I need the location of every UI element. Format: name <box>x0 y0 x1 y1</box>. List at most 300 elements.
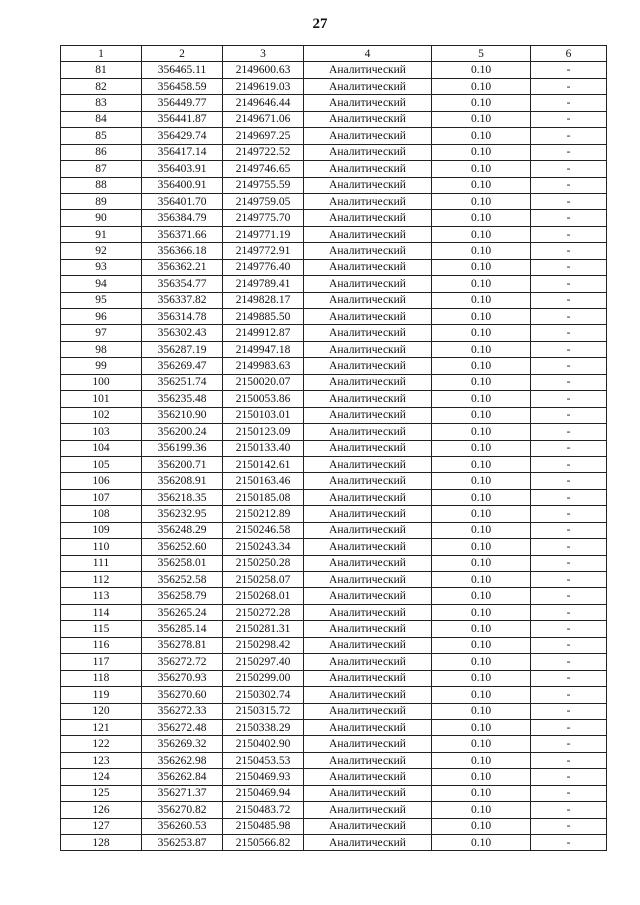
x-coordinate-cell: 356269.47 <box>142 358 223 374</box>
x-coordinate-cell: 356265.24 <box>142 604 223 620</box>
x-coordinate-cell: 356302.43 <box>142 325 223 341</box>
note-cell: - <box>531 654 607 670</box>
table-row <box>61 128 607 144</box>
y-coordinate-cell: 2150469.93 <box>223 769 304 785</box>
method-cell: Аналитический <box>304 62 432 78</box>
note-cell: - <box>531 391 607 407</box>
point-number-cell: 102 <box>61 407 142 423</box>
x-coordinate-cell: 356235.48 <box>142 391 223 407</box>
accuracy-cell: 0.10 <box>432 193 531 209</box>
table-row <box>61 719 607 735</box>
point-number-cell: 82 <box>61 78 142 94</box>
accuracy-cell: 0.10 <box>432 818 531 834</box>
method-cell: Аналитический <box>304 522 432 538</box>
point-number-cell: 126 <box>61 802 142 818</box>
header-cell-col-3: 3 <box>223 46 304 62</box>
y-coordinate-cell: 2150103.01 <box>223 407 304 423</box>
y-coordinate-cell: 2149671.06 <box>223 111 304 127</box>
x-coordinate-cell: 356449.77 <box>142 95 223 111</box>
y-coordinate-cell: 2150268.01 <box>223 588 304 604</box>
method-cell: Аналитический <box>304 177 432 193</box>
note-cell: - <box>531 177 607 193</box>
table-row <box>61 802 607 818</box>
accuracy-cell: 0.10 <box>432 407 531 423</box>
y-coordinate-cell: 2149755.59 <box>223 177 304 193</box>
method-cell: Аналитический <box>304 456 432 472</box>
table-row <box>61 111 607 127</box>
accuracy-cell: 0.10 <box>432 210 531 226</box>
y-coordinate-cell: 2150053.86 <box>223 391 304 407</box>
x-coordinate-cell: 356429.74 <box>142 128 223 144</box>
point-number-cell: 112 <box>61 572 142 588</box>
y-coordinate-cell: 2150315.72 <box>223 703 304 719</box>
method-cell: Аналитический <box>304 259 432 275</box>
note-cell: - <box>531 243 607 259</box>
x-coordinate-cell: 356232.95 <box>142 506 223 522</box>
table-row <box>61 489 607 505</box>
point-number-cell: 128 <box>61 835 142 851</box>
table-row <box>61 374 607 390</box>
point-number-cell: 111 <box>61 555 142 571</box>
x-coordinate-cell: 356362.21 <box>142 259 223 275</box>
point-number-cell: 93 <box>61 259 142 275</box>
note-cell: - <box>531 193 607 209</box>
accuracy-cell: 0.10 <box>432 769 531 785</box>
x-coordinate-cell: 356251.74 <box>142 374 223 390</box>
note-cell: - <box>531 78 607 94</box>
table-row <box>61 654 607 670</box>
note-cell: - <box>531 259 607 275</box>
y-coordinate-cell: 2150250.28 <box>223 555 304 571</box>
x-coordinate-cell: 356270.60 <box>142 687 223 703</box>
y-coordinate-cell: 2149947.18 <box>223 341 304 357</box>
accuracy-cell: 0.10 <box>432 309 531 325</box>
x-coordinate-cell: 356400.91 <box>142 177 223 193</box>
x-coordinate-cell: 356458.59 <box>142 78 223 94</box>
table-row <box>61 818 607 834</box>
y-coordinate-cell: 2149828.17 <box>223 292 304 308</box>
method-cell: Аналитический <box>304 736 432 752</box>
method-cell: Аналитический <box>304 588 432 604</box>
note-cell: - <box>531 736 607 752</box>
note-cell: - <box>531 802 607 818</box>
y-coordinate-cell: 2150272.28 <box>223 604 304 620</box>
table-row <box>61 506 607 522</box>
y-coordinate-cell: 2150163.46 <box>223 473 304 489</box>
table-row <box>61 243 607 259</box>
x-coordinate-cell: 356272.48 <box>142 719 223 735</box>
method-cell: Аналитический <box>304 604 432 620</box>
method-cell: Аналитический <box>304 78 432 94</box>
y-coordinate-cell: 2150123.09 <box>223 424 304 440</box>
y-coordinate-cell: 2149759.05 <box>223 193 304 209</box>
method-cell: Аналитический <box>304 341 432 357</box>
y-coordinate-cell: 2149771.19 <box>223 226 304 242</box>
method-cell: Аналитический <box>304 637 432 653</box>
method-cell: Аналитический <box>304 572 432 588</box>
x-coordinate-cell: 356270.93 <box>142 670 223 686</box>
note-cell: - <box>531 818 607 834</box>
x-coordinate-cell: 356208.91 <box>142 473 223 489</box>
x-coordinate-cell: 356441.87 <box>142 111 223 127</box>
accuracy-cell: 0.10 <box>432 703 531 719</box>
note-cell: - <box>531 489 607 505</box>
note-cell: - <box>531 769 607 785</box>
table-row <box>61 456 607 472</box>
y-coordinate-cell: 2149619.03 <box>223 78 304 94</box>
method-cell: Аналитический <box>304 210 432 226</box>
x-coordinate-cell: 356270.82 <box>142 802 223 818</box>
accuracy-cell: 0.10 <box>432 835 531 851</box>
method-cell: Аналитический <box>304 818 432 834</box>
accuracy-cell: 0.10 <box>432 292 531 308</box>
x-coordinate-cell: 356269.32 <box>142 736 223 752</box>
x-coordinate-cell: 356262.98 <box>142 752 223 768</box>
y-coordinate-cell: 2150566.82 <box>223 835 304 851</box>
note-cell: - <box>531 572 607 588</box>
note-cell: - <box>531 440 607 456</box>
accuracy-cell: 0.10 <box>432 473 531 489</box>
accuracy-cell: 0.10 <box>432 736 531 752</box>
method-cell: Аналитический <box>304 769 432 785</box>
method-cell: Аналитический <box>304 473 432 489</box>
point-number-cell: 127 <box>61 818 142 834</box>
x-coordinate-cell: 356199.36 <box>142 440 223 456</box>
accuracy-cell: 0.10 <box>432 341 531 357</box>
y-coordinate-cell: 2150338.29 <box>223 719 304 735</box>
point-number-cell: 110 <box>61 539 142 555</box>
accuracy-cell: 0.10 <box>432 78 531 94</box>
point-number-cell: 120 <box>61 703 142 719</box>
y-coordinate-cell: 2150142.61 <box>223 456 304 472</box>
method-cell: Аналитический <box>304 621 432 637</box>
y-coordinate-cell: 2149885.50 <box>223 309 304 325</box>
method-cell: Аналитический <box>304 752 432 768</box>
method-cell: Аналитический <box>304 358 432 374</box>
note-cell: - <box>531 95 607 111</box>
accuracy-cell: 0.10 <box>432 670 531 686</box>
accuracy-cell: 0.10 <box>432 424 531 440</box>
x-coordinate-cell: 356403.91 <box>142 161 223 177</box>
table-row <box>61 276 607 292</box>
y-coordinate-cell: 2150299.00 <box>223 670 304 686</box>
table-body <box>61 62 607 851</box>
table-row <box>61 177 607 193</box>
note-cell: - <box>531 276 607 292</box>
x-coordinate-cell: 356272.33 <box>142 703 223 719</box>
point-number-cell: 123 <box>61 752 142 768</box>
method-cell: Аналитический <box>304 703 432 719</box>
table-row <box>61 62 607 78</box>
table-row <box>61 325 607 341</box>
x-coordinate-cell: 356248.29 <box>142 522 223 538</box>
x-coordinate-cell: 356271.37 <box>142 785 223 801</box>
accuracy-cell: 0.10 <box>432 785 531 801</box>
accuracy-cell: 0.10 <box>432 539 531 555</box>
point-number-cell: 85 <box>61 128 142 144</box>
note-cell: - <box>531 456 607 472</box>
table-row <box>61 785 607 801</box>
method-cell: Аналитический <box>304 670 432 686</box>
point-number-cell: 115 <box>61 621 142 637</box>
table-row <box>61 259 607 275</box>
note-cell: - <box>531 226 607 242</box>
note-cell: - <box>531 424 607 440</box>
method-cell: Аналитический <box>304 424 432 440</box>
note-cell: - <box>531 687 607 703</box>
x-coordinate-cell: 356262.84 <box>142 769 223 785</box>
table-row <box>61 687 607 703</box>
table-row <box>61 161 607 177</box>
method-cell: Аналитический <box>304 193 432 209</box>
method-cell: Аналитический <box>304 654 432 670</box>
point-number-cell: 97 <box>61 325 142 341</box>
method-cell: Аналитический <box>304 226 432 242</box>
y-coordinate-cell: 2150302.74 <box>223 687 304 703</box>
method-cell: Аналитический <box>304 555 432 571</box>
x-coordinate-cell: 356272.72 <box>142 654 223 670</box>
point-number-cell: 116 <box>61 637 142 653</box>
note-cell: - <box>531 111 607 127</box>
note-cell: - <box>531 621 607 637</box>
x-coordinate-cell: 356354.77 <box>142 276 223 292</box>
header-cell-col-5: 5 <box>432 46 531 62</box>
accuracy-cell: 0.10 <box>432 802 531 818</box>
point-number-cell: 92 <box>61 243 142 259</box>
accuracy-cell: 0.10 <box>432 456 531 472</box>
note-cell: - <box>531 161 607 177</box>
note-cell: - <box>531 670 607 686</box>
accuracy-cell: 0.10 <box>432 374 531 390</box>
point-number-cell: 101 <box>61 391 142 407</box>
table-row <box>61 407 607 423</box>
accuracy-cell: 0.10 <box>432 391 531 407</box>
x-coordinate-cell: 356253.87 <box>142 835 223 851</box>
table-row <box>61 341 607 357</box>
table-row <box>61 835 607 851</box>
table-row <box>61 358 607 374</box>
point-number-cell: 125 <box>61 785 142 801</box>
point-number-cell: 94 <box>61 276 142 292</box>
x-coordinate-cell: 356285.14 <box>142 621 223 637</box>
table-row <box>61 292 607 308</box>
method-cell: Аналитический <box>304 539 432 555</box>
y-coordinate-cell: 2150402.90 <box>223 736 304 752</box>
y-coordinate-cell: 2150246.58 <box>223 522 304 538</box>
point-number-cell: 86 <box>61 144 142 160</box>
method-cell: Аналитический <box>304 687 432 703</box>
y-coordinate-cell: 2150243.34 <box>223 539 304 555</box>
table-row <box>61 144 607 160</box>
accuracy-cell: 0.10 <box>432 62 531 78</box>
point-number-cell: 121 <box>61 719 142 735</box>
x-coordinate-cell: 356278.81 <box>142 637 223 653</box>
note-cell: - <box>531 210 607 226</box>
method-cell: Аналитический <box>304 243 432 259</box>
accuracy-cell: 0.10 <box>432 687 531 703</box>
point-number-cell: 107 <box>61 489 142 505</box>
point-number-cell: 88 <box>61 177 142 193</box>
y-coordinate-cell: 2149697.25 <box>223 128 304 144</box>
note-cell: - <box>531 703 607 719</box>
point-number-cell: 89 <box>61 193 142 209</box>
accuracy-cell: 0.10 <box>432 572 531 588</box>
point-number-cell: 81 <box>61 62 142 78</box>
accuracy-cell: 0.10 <box>432 325 531 341</box>
note-cell: - <box>531 506 607 522</box>
point-number-cell: 103 <box>61 424 142 440</box>
note-cell: - <box>531 555 607 571</box>
table-row <box>61 555 607 571</box>
table-row <box>61 670 607 686</box>
y-coordinate-cell: 2149789.41 <box>223 276 304 292</box>
accuracy-cell: 0.10 <box>432 621 531 637</box>
method-cell: Аналитический <box>304 128 432 144</box>
table-row <box>61 210 607 226</box>
method-cell: Аналитический <box>304 785 432 801</box>
y-coordinate-cell: 2150133.40 <box>223 440 304 456</box>
x-coordinate-cell: 356366.18 <box>142 243 223 259</box>
point-number-cell: 113 <box>61 588 142 604</box>
point-number-cell: 117 <box>61 654 142 670</box>
x-coordinate-cell: 356200.71 <box>142 456 223 472</box>
y-coordinate-cell: 2150298.42 <box>223 637 304 653</box>
table-row <box>61 193 607 209</box>
table-row <box>61 522 607 538</box>
accuracy-cell: 0.10 <box>432 588 531 604</box>
note-cell: - <box>531 292 607 308</box>
note-cell: - <box>531 407 607 423</box>
x-coordinate-cell: 356252.60 <box>142 539 223 555</box>
y-coordinate-cell: 2150297.40 <box>223 654 304 670</box>
x-coordinate-cell: 356417.14 <box>142 144 223 160</box>
header-cell-col-2: 2 <box>142 46 223 62</box>
point-number-cell: 83 <box>61 95 142 111</box>
method-cell: Аналитический <box>304 276 432 292</box>
point-number-cell: 114 <box>61 604 142 620</box>
x-coordinate-cell: 356287.19 <box>142 341 223 357</box>
note-cell: - <box>531 588 607 604</box>
table-row <box>61 769 607 785</box>
header-row <box>61 46 607 62</box>
method-cell: Аналитический <box>304 309 432 325</box>
method-cell: Аналитический <box>304 835 432 851</box>
y-coordinate-cell: 2149600.63 <box>223 62 304 78</box>
accuracy-cell: 0.10 <box>432 144 531 160</box>
method-cell: Аналитический <box>304 407 432 423</box>
point-number-cell: 84 <box>61 111 142 127</box>
header-cell-col-4: 4 <box>304 46 432 62</box>
table-row <box>61 752 607 768</box>
x-coordinate-cell: 356260.53 <box>142 818 223 834</box>
point-number-cell: 98 <box>61 341 142 357</box>
accuracy-cell: 0.10 <box>432 161 531 177</box>
method-cell: Аналитический <box>304 719 432 735</box>
accuracy-cell: 0.10 <box>432 276 531 292</box>
y-coordinate-cell: 2149912.87 <box>223 325 304 341</box>
header-cell-col-6: 6 <box>531 46 607 62</box>
table-row <box>61 588 607 604</box>
y-coordinate-cell: 2149772.91 <box>223 243 304 259</box>
x-coordinate-cell: 356200.24 <box>142 424 223 440</box>
note-cell: - <box>531 785 607 801</box>
x-coordinate-cell: 356210.90 <box>142 407 223 423</box>
point-number-cell: 122 <box>61 736 142 752</box>
table-row <box>61 604 607 620</box>
y-coordinate-cell: 2150485.98 <box>223 818 304 834</box>
method-cell: Аналитический <box>304 325 432 341</box>
accuracy-cell: 0.10 <box>432 111 531 127</box>
table-row <box>61 309 607 325</box>
note-cell: - <box>531 604 607 620</box>
note-cell: - <box>531 522 607 538</box>
table-row <box>61 621 607 637</box>
y-coordinate-cell: 2149776.40 <box>223 259 304 275</box>
point-number-cell: 105 <box>61 456 142 472</box>
accuracy-cell: 0.10 <box>432 654 531 670</box>
accuracy-cell: 0.10 <box>432 637 531 653</box>
x-coordinate-cell: 356465.11 <box>142 62 223 78</box>
y-coordinate-cell: 2150469.94 <box>223 785 304 801</box>
y-coordinate-cell: 2149983.63 <box>223 358 304 374</box>
note-cell: - <box>531 62 607 78</box>
x-coordinate-cell: 356314.78 <box>142 309 223 325</box>
table-row <box>61 539 607 555</box>
point-number-cell: 96 <box>61 309 142 325</box>
table-row <box>61 95 607 111</box>
note-cell: - <box>531 835 607 851</box>
point-number-cell: 95 <box>61 292 142 308</box>
point-number-cell: 108 <box>61 506 142 522</box>
note-cell: - <box>531 128 607 144</box>
note-cell: - <box>531 341 607 357</box>
accuracy-cell: 0.10 <box>432 128 531 144</box>
method-cell: Аналитический <box>304 144 432 160</box>
point-number-cell: 109 <box>61 522 142 538</box>
note-cell: - <box>531 144 607 160</box>
page-number: 27 <box>312 16 328 32</box>
note-cell: - <box>531 539 607 555</box>
y-coordinate-cell: 2149775.70 <box>223 210 304 226</box>
method-cell: Аналитический <box>304 802 432 818</box>
table-row <box>61 572 607 588</box>
accuracy-cell: 0.10 <box>432 506 531 522</box>
y-coordinate-cell: 2150212.89 <box>223 506 304 522</box>
note-cell: - <box>531 374 607 390</box>
method-cell: Аналитический <box>304 111 432 127</box>
table-row <box>61 703 607 719</box>
point-number-cell: 106 <box>61 473 142 489</box>
table-row <box>61 391 607 407</box>
x-coordinate-cell: 356218.35 <box>142 489 223 505</box>
accuracy-cell: 0.10 <box>432 95 531 111</box>
note-cell: - <box>531 473 607 489</box>
x-coordinate-cell: 356258.79 <box>142 588 223 604</box>
accuracy-cell: 0.10 <box>432 440 531 456</box>
y-coordinate-cell: 2149646.44 <box>223 95 304 111</box>
accuracy-cell: 0.10 <box>432 243 531 259</box>
x-coordinate-cell: 356258.01 <box>142 555 223 571</box>
method-cell: Аналитический <box>304 95 432 111</box>
point-number-cell: 119 <box>61 687 142 703</box>
accuracy-cell: 0.10 <box>432 604 531 620</box>
point-number-cell: 87 <box>61 161 142 177</box>
point-number-cell: 124 <box>61 769 142 785</box>
accuracy-cell: 0.10 <box>432 259 531 275</box>
table-row <box>61 424 607 440</box>
x-coordinate-cell: 356337.82 <box>142 292 223 308</box>
accuracy-cell: 0.10 <box>432 522 531 538</box>
